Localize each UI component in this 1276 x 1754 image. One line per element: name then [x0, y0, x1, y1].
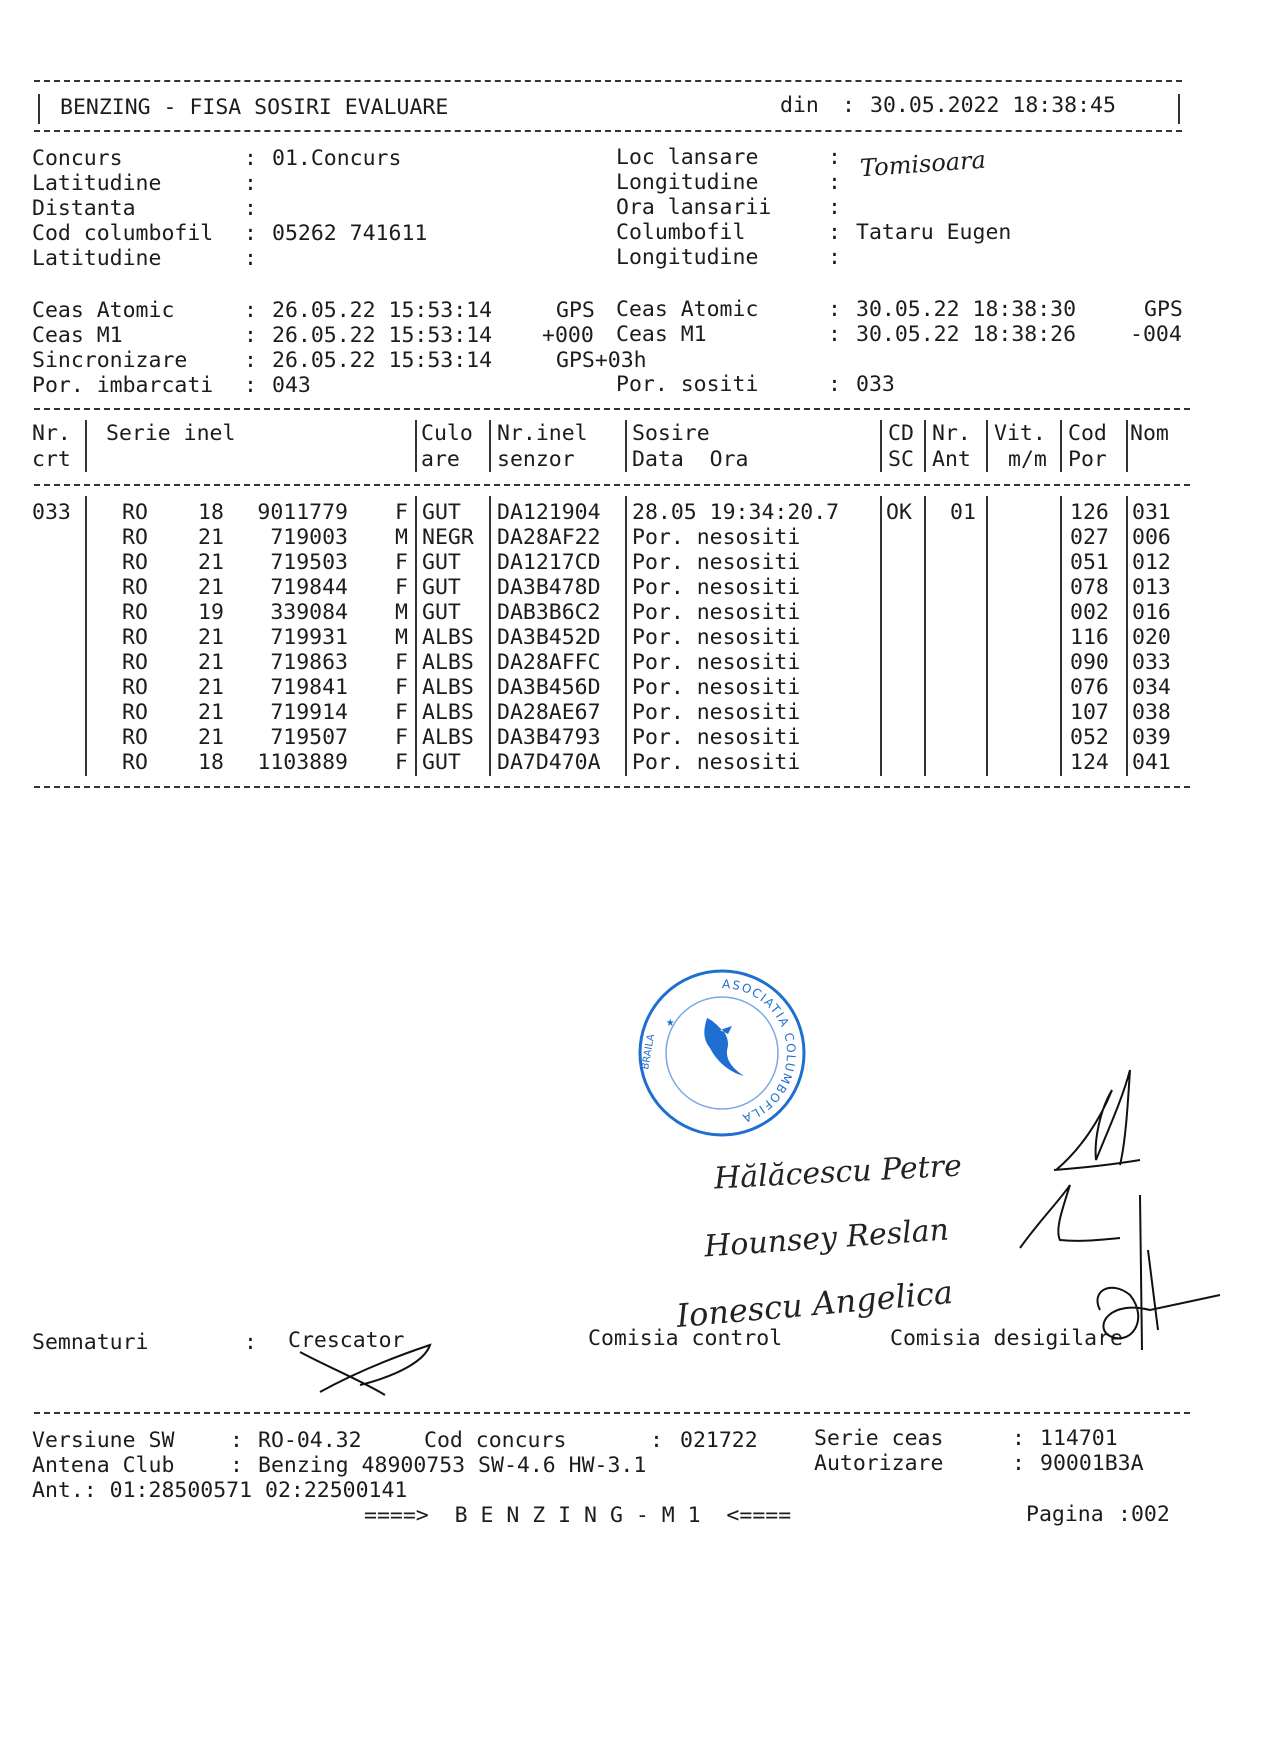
cell-cod: 116: [1070, 625, 1109, 650]
cell-nom: 033: [1132, 650, 1171, 675]
cell-tara: RO: [122, 525, 148, 550]
cell-nr: 719503: [270, 550, 348, 575]
colon: :: [828, 170, 841, 195]
cell-senzor: DA28AFFC: [497, 650, 601, 675]
clock-suffix: GPS: [556, 298, 595, 323]
stamp-city: BRAILA: [640, 1033, 658, 1071]
cell-senzor: DAB3B6C2: [497, 600, 601, 625]
table-bottom-rule: [34, 786, 1190, 788]
cell-sosire: Por. nesositi: [632, 750, 801, 775]
cell-sosire: Por. nesositi: [632, 725, 801, 750]
cell-senzor: DA121904: [497, 500, 601, 525]
desigilare-label: Comisia desigilare: [890, 1326, 1123, 1351]
clock-suffix: GPS: [1144, 297, 1183, 322]
cell-cod: 126: [1070, 500, 1109, 525]
date-colon: :: [842, 93, 855, 118]
cell-cod: 051: [1070, 550, 1109, 575]
cell-nr: 719841: [270, 675, 348, 700]
report-date: 30.05.2022 18:38:45: [870, 93, 1116, 118]
table-row: [0, 500, 1276, 525]
cell-tara: RO: [122, 700, 148, 725]
table-row: [0, 650, 1276, 675]
cell-tara: RO: [122, 500, 148, 525]
colon: :: [1012, 1426, 1025, 1451]
footer-label: Cod concurs: [424, 1428, 567, 1453]
cell-nr: 719844: [270, 575, 348, 600]
col-sep: [880, 420, 882, 472]
date-label: din: [780, 93, 819, 118]
header-cd: CD: [888, 421, 914, 446]
cell-sex: F: [395, 675, 408, 700]
header-right-border: [1178, 94, 1180, 124]
colon: :: [828, 145, 841, 170]
cell-nom: 012: [1132, 550, 1171, 575]
cell-nr: 719931: [270, 625, 348, 650]
col-sep: [1126, 420, 1128, 472]
control-signature-2: [1020, 1185, 1120, 1248]
cell-tara: RO: [122, 675, 148, 700]
cell-nom: 006: [1132, 525, 1171, 550]
header-senzor: Nr.inel: [497, 421, 588, 446]
cell-an: 21: [198, 525, 224, 550]
cell-cod: 107: [1070, 700, 1109, 725]
cell-cod: 002: [1070, 600, 1109, 625]
cell-sosire: Por. nesositi: [632, 550, 801, 575]
control-label: Comisia control: [588, 1326, 783, 1351]
cell-nom: 038: [1132, 700, 1171, 725]
table-row: [0, 575, 1276, 600]
clock-label: Por. sositi: [616, 372, 759, 397]
cell-culoare: ALBS: [422, 700, 474, 725]
clock-value: 043: [272, 373, 311, 398]
crt-number: 033: [32, 500, 71, 525]
footer-label: Serie ceas: [814, 1426, 944, 1451]
footer-label: Versiune SW: [32, 1428, 175, 1453]
cell-cod: 124: [1070, 750, 1109, 775]
cell-nr: 9011779: [257, 500, 348, 525]
colon: :: [244, 348, 257, 373]
cell-nom: 020: [1132, 625, 1171, 650]
cell-sosire: Por. nesositi: [632, 600, 801, 625]
cell-an: 21: [198, 725, 224, 750]
handwritten-name: Hounsey Reslan: [703, 1212, 950, 1265]
table-row: [0, 625, 1276, 650]
footer-label: Antena Club: [32, 1453, 175, 1478]
colon: :: [828, 372, 841, 397]
table-row: [0, 600, 1276, 625]
colon: :: [244, 196, 257, 221]
handwritten-name: Ionescu Angelica: [674, 1272, 955, 1336]
antenna-line: Ant.: 01:28500571 02:22500141: [32, 1478, 408, 1503]
info-label: Distanta: [32, 196, 136, 221]
clock-value: 26.05.22 15:53:14: [272, 298, 493, 323]
table-row: [0, 700, 1276, 725]
colon: :: [230, 1453, 243, 1478]
footer-value: RO-04.32: [258, 1428, 362, 1453]
cell-an: 18: [198, 500, 224, 525]
colon: :: [828, 297, 841, 322]
header-culoare: Culo: [421, 421, 473, 446]
clock-value: 26.05.22 15:53:14: [272, 323, 493, 348]
cell-culoare: ALBS: [422, 675, 474, 700]
colon: :: [244, 298, 257, 323]
footer-value: Benzing 48900753 SW-4.6 HW-3.1: [258, 1453, 647, 1478]
colon: :: [828, 245, 841, 270]
cell-sex: M: [395, 600, 408, 625]
cell-nr: 719914: [270, 700, 348, 725]
cell-sex: F: [395, 725, 408, 750]
col-sep: [415, 420, 417, 472]
table-header-rule: [34, 484, 1190, 486]
cell-cod: 090: [1070, 650, 1109, 675]
col-sep: [489, 420, 491, 472]
cell-nom: 013: [1132, 575, 1171, 600]
clock-label: Por. imbarcati: [32, 373, 214, 398]
header-sc: SC: [888, 447, 914, 472]
cell-an: 21: [198, 700, 224, 725]
clock-suffix: +000: [542, 323, 594, 348]
cell-senzor: DA7D470A: [497, 750, 601, 775]
info-value: Tataru Eugen: [856, 220, 1012, 245]
cell-nr: 339084: [270, 600, 348, 625]
cell-culoare: GUT: [422, 750, 461, 775]
colon: :: [828, 220, 841, 245]
table-top-rule: [34, 408, 1190, 410]
cell-sosire: Por. nesositi: [632, 650, 801, 675]
colon: :: [828, 195, 841, 220]
header-data-ora: Data Ora: [632, 447, 749, 472]
cell-senzor: DA3B452D: [497, 625, 601, 650]
cell-senzor: DA28AF22: [497, 525, 601, 550]
info-label: Loc lansare: [616, 145, 759, 170]
cell-culoare: ALBS: [422, 625, 474, 650]
footer-value: 90001B3A: [1040, 1451, 1144, 1476]
header-vit-2: m/m: [1008, 447, 1047, 472]
cell-sosire: Por. nesositi: [632, 575, 801, 600]
colon: :: [1012, 1451, 1025, 1476]
colon: :: [828, 322, 841, 347]
colon: :: [650, 1428, 663, 1453]
colon: :: [244, 323, 257, 348]
clock-label: Ceas Atomic: [32, 298, 175, 323]
control-signature-1: [1054, 1070, 1140, 1170]
cell-senzor: DA1217CD: [497, 550, 601, 575]
cell-culoare: GUT: [422, 500, 461, 525]
clock-label: Ceas Atomic: [616, 297, 759, 322]
cell-an: 21: [198, 550, 224, 575]
cell-sosire: Por. nesositi: [632, 700, 801, 725]
cell-culoare: GUT: [422, 600, 461, 625]
cell-culoare: GUT: [422, 550, 461, 575]
cell-culoare: NEGR: [422, 525, 474, 550]
table-row: [0, 725, 1276, 750]
cell-tara: RO: [122, 575, 148, 600]
cell-tara: RO: [122, 625, 148, 650]
cell-sex: M: [395, 625, 408, 650]
cell-sex: F: [395, 750, 408, 775]
signatures-label: Semnaturi: [32, 1330, 149, 1355]
header-ant: Nr.: [932, 421, 971, 446]
cell-cod: 076: [1070, 675, 1109, 700]
clock-value: 30.05.22 18:38:30: [856, 297, 1077, 322]
cell-an: 21: [198, 650, 224, 675]
clock-label: Ceas M1: [32, 323, 123, 348]
footer-top-rule: [34, 1412, 1190, 1414]
cell-tara: RO: [122, 750, 148, 775]
cell-culoare: GUT: [422, 575, 461, 600]
cell-cdsc: OK: [886, 500, 912, 525]
cell-cod: 027: [1070, 525, 1109, 550]
header-senzor-2: senzor: [497, 447, 575, 472]
page-label: Pagina: [1026, 1502, 1104, 1527]
cell-tara: RO: [122, 650, 148, 675]
header-bottom-rule: [34, 130, 1182, 132]
clock-value: 26.05.22 15:53:14: [272, 348, 493, 373]
footer-label: Autorizare: [814, 1451, 944, 1476]
header-left-border: [38, 94, 40, 124]
report-title: BENZING - FISA SOSIRI EVALUARE: [60, 95, 449, 120]
colon: :: [244, 246, 257, 271]
colon: :: [244, 171, 257, 196]
header-top-rule: [34, 80, 1182, 82]
clock-label: Sincronizare: [32, 348, 188, 373]
cell-senzor: DA3B456D: [497, 675, 601, 700]
brand-line: ====> B E N Z I N G - M 1 <====: [364, 1503, 792, 1528]
colon: :: [244, 1330, 257, 1355]
cell-nom: 031: [1132, 500, 1171, 525]
colon: :: [244, 221, 257, 246]
cell-cod: 078: [1070, 575, 1109, 600]
col-sep: [1060, 420, 1062, 472]
cell-nr: 1103889: [257, 750, 348, 775]
cell-sex: F: [395, 650, 408, 675]
cell-sex: F: [395, 500, 408, 525]
header-nom: Nom: [1130, 421, 1169, 446]
col-sep: [924, 420, 926, 472]
cell-tara: RO: [122, 550, 148, 575]
header-cod-2: Por: [1068, 447, 1107, 472]
cell-sosire: Por. nesositi: [632, 675, 801, 700]
cell-an: 19: [198, 600, 224, 625]
cell-nom: 039: [1132, 725, 1171, 750]
clock-label: Ceas M1: [616, 322, 707, 347]
col-sep: [625, 420, 627, 472]
info-label: Concurs: [32, 146, 123, 171]
cell-sosire: Por. nesositi: [632, 525, 801, 550]
table-row: [0, 675, 1276, 700]
cell-culoare: ALBS: [422, 725, 474, 750]
header-ant-2: Ant: [932, 447, 971, 472]
info-label: Cod columbofil: [32, 221, 214, 246]
info-label: Longitudine: [616, 245, 759, 270]
cell-senzor: DA3B478D: [497, 575, 601, 600]
cell-ant: 01: [950, 500, 976, 525]
info-label: Longitudine: [616, 170, 759, 195]
colon: :: [244, 146, 257, 171]
crescator-label: Crescator: [288, 1328, 405, 1353]
cell-nom: 034: [1132, 675, 1171, 700]
pigeon-icon: [704, 1018, 744, 1076]
association-stamp: [632, 968, 812, 1138]
cell-tara: RO: [122, 600, 148, 625]
colon: :: [244, 373, 257, 398]
clock-suffix: -004: [1130, 322, 1182, 347]
cell-cod: 052: [1070, 725, 1109, 750]
cell-nom: 016: [1132, 600, 1171, 625]
handwritten-name: Hălăcescu Petre: [713, 1148, 963, 1197]
cell-nr: 719863: [270, 650, 348, 675]
handwritten-release-location: Tomisoara: [859, 145, 987, 183]
star-icon: ★: [666, 1014, 675, 1030]
cell-culoare: ALBS: [422, 650, 474, 675]
clock-value: 30.05.22 18:38:26: [856, 322, 1077, 347]
colon: :: [230, 1428, 243, 1453]
col-sep: [85, 420, 87, 472]
cell-sosire: Por. nesositi: [632, 625, 801, 650]
info-value: 01.Concurs: [272, 146, 402, 171]
table-row: [0, 750, 1276, 775]
header-serie: Serie inel: [106, 421, 236, 446]
header-cod: Cod: [1068, 421, 1107, 446]
info-label: Ora lansarii: [616, 195, 772, 220]
footer-value: 114701: [1040, 1426, 1118, 1451]
header-crt: crt: [32, 447, 71, 472]
clock-suffix: GPS+03h: [556, 348, 647, 373]
cell-nr: 719003: [270, 525, 348, 550]
cell-senzor: DA28AE67: [497, 700, 601, 725]
footer-value: 021722: [680, 1428, 758, 1453]
cell-sex: M: [395, 525, 408, 550]
page-number: :002: [1118, 1502, 1170, 1527]
clock-value: 033: [856, 372, 895, 397]
table-row: [0, 550, 1276, 575]
cell-an: 21: [198, 575, 224, 600]
info-label: Latitudine: [32, 171, 162, 196]
cell-sosire: 28.05 19:34:20.7: [632, 500, 840, 525]
cell-nom: 041: [1132, 750, 1171, 775]
header-sosire: Sosire: [632, 421, 710, 446]
header-vit: Vit.: [994, 421, 1046, 446]
cell-sex: F: [395, 550, 408, 575]
info-value: 05262 741611: [272, 221, 428, 246]
stamp-text: ASOCIATIA COLUMBOFILA: [721, 976, 799, 1126]
header-nr: Nr.: [32, 421, 71, 446]
cell-an: 21: [198, 675, 224, 700]
cell-senzor: DA3B4793: [497, 725, 601, 750]
info-label: Latitudine: [32, 246, 162, 271]
info-label: Columbofil: [616, 220, 746, 245]
header-culoare-2: are: [421, 447, 460, 472]
cell-an: 21: [198, 625, 224, 650]
cell-nr: 719507: [270, 725, 348, 750]
table-row: [0, 525, 1276, 550]
cell-tara: RO: [122, 725, 148, 750]
cell-an: 18: [198, 750, 224, 775]
cell-sex: F: [395, 575, 408, 600]
col-sep: [986, 420, 988, 472]
cell-sex: F: [395, 700, 408, 725]
